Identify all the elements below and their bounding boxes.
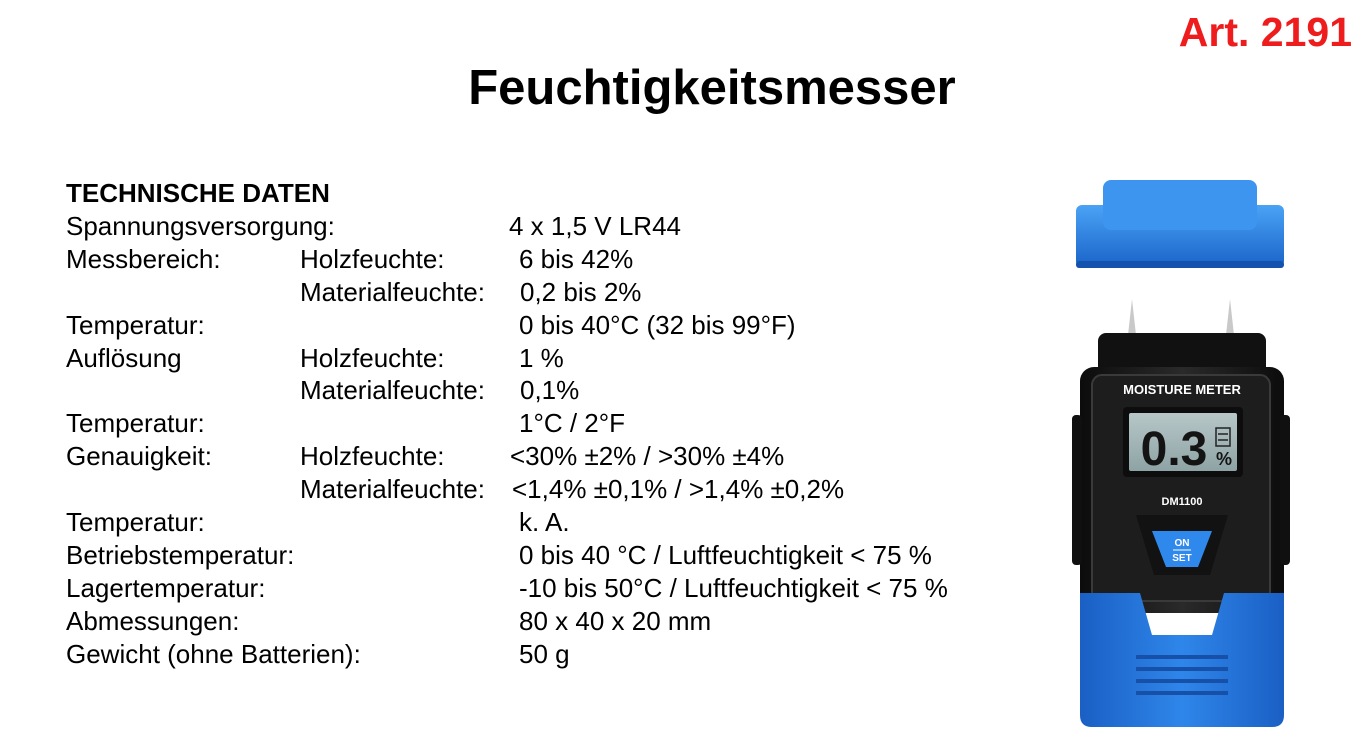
page-title: Feuchtigkeitsmesser bbox=[468, 61, 956, 115]
spec-row bbox=[66, 309, 1026, 342]
spec-value: 1 % bbox=[519, 343, 564, 373]
spec-label: Abmessungen: bbox=[66, 606, 240, 636]
spec-label: Temperatur: bbox=[66, 310, 205, 340]
spec-value: 0,2 bis 2% bbox=[520, 277, 642, 307]
spec-sublabel: Holzfeuchte: bbox=[300, 441, 445, 471]
spec-sublabel: Materialfeuchte: bbox=[300, 375, 485, 405]
meter-label: MOISTURE METER bbox=[1123, 382, 1241, 397]
spec-label: Temperatur: bbox=[66, 507, 205, 537]
model-label: DM1100 bbox=[1161, 496, 1203, 508]
spec-value: 50 g bbox=[519, 639, 570, 669]
spec-sublabel: Holzfeuchte: bbox=[300, 343, 445, 373]
spec-value: <30% ±2% / >30% ±4% bbox=[510, 441, 785, 471]
lcd-unit: % bbox=[1215, 449, 1233, 469]
on-button-label: ON bbox=[1174, 538, 1190, 549]
spec-value: <1,4% ±0,1% / >1,4% ±0,2% bbox=[512, 474, 845, 504]
spec-row bbox=[66, 638, 1026, 671]
spec-row bbox=[66, 407, 1026, 440]
spec-row bbox=[66, 572, 1026, 605]
spec-row bbox=[66, 210, 1026, 243]
lcd-reading: 0.3 bbox=[1140, 423, 1208, 476]
spec-sublabel: Materialfeuchte: bbox=[300, 474, 485, 504]
spec-sublabel: Materialfeuchte: bbox=[300, 277, 485, 307]
spec-row bbox=[66, 605, 1026, 638]
spec-row bbox=[66, 539, 1026, 572]
spec-value: 0 bis 40 °C / Luftfeuchtigkeit < 75 % bbox=[519, 540, 932, 570]
spec-label: Spannungsversorgung: bbox=[66, 211, 335, 241]
cap-shape bbox=[1076, 180, 1284, 268]
probe-pins-icon bbox=[1128, 299, 1234, 335]
spec-label: Genauigkeit: bbox=[66, 441, 212, 471]
spec-row bbox=[66, 243, 1026, 276]
spec-value: -10 bis 50°C / Luftfeuchtigkeit < 75 % bbox=[519, 573, 948, 603]
spec-label: Temperatur: bbox=[66, 408, 205, 438]
article-number: Art. 2191 bbox=[1178, 9, 1352, 55]
spec-value: 1°C / 2°F bbox=[519, 408, 626, 438]
spec-row bbox=[66, 473, 1026, 506]
set-button-label: SET bbox=[1172, 553, 1192, 564]
spec-sublabel: Holzfeuchte: bbox=[300, 244, 445, 274]
spec-label: Betriebstemperatur: bbox=[66, 540, 295, 570]
spec-row bbox=[66, 506, 1026, 539]
spec-value: 4 x 1,5 V LR44 bbox=[509, 211, 681, 241]
spec-row bbox=[66, 342, 1026, 375]
meter-base-shape bbox=[1080, 593, 1284, 727]
spec-value: 6 bis 42% bbox=[519, 244, 634, 274]
moisture-meter-image bbox=[1060, 175, 1300, 733]
spec-row bbox=[66, 374, 1026, 407]
specs-heading: TECHNISCHE DATEN bbox=[66, 178, 330, 208]
spec-value: 0,1% bbox=[520, 375, 580, 405]
spec-value: k. A. bbox=[519, 507, 570, 537]
spec-row bbox=[66, 440, 1026, 473]
spec-row bbox=[66, 276, 1026, 309]
spec-label: Messbereich: bbox=[66, 244, 221, 274]
spec-value: 0 bis 40°C (32 bis 99°F) bbox=[519, 310, 796, 340]
spec-label: Gewicht (ohne Batterien): bbox=[66, 639, 361, 669]
spec-label: Auflösung bbox=[66, 343, 182, 373]
spec-value: 80 x 40 x 20 mm bbox=[519, 606, 712, 636]
spec-label: Lagertemperatur: bbox=[66, 573, 266, 603]
